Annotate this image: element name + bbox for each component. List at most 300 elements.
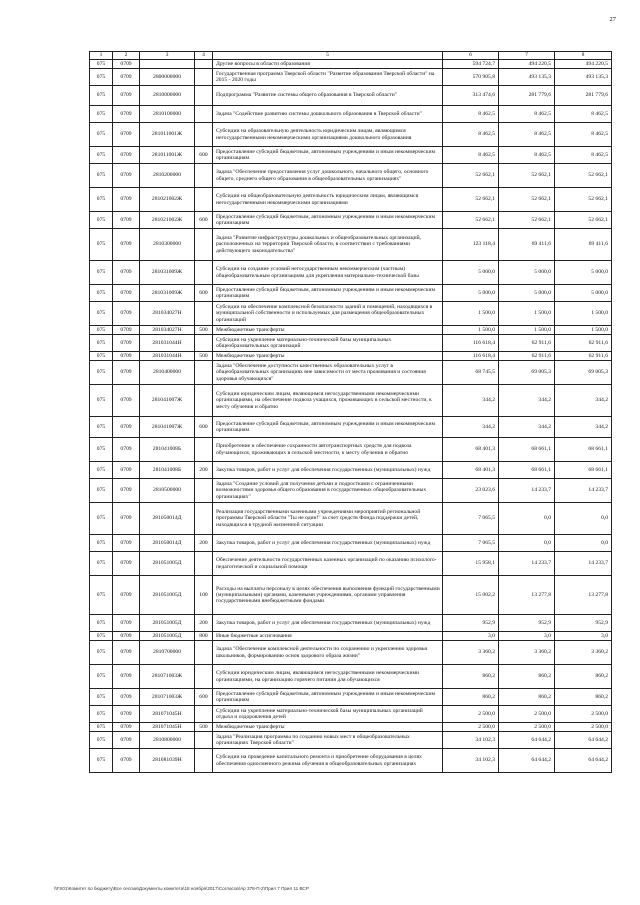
- cell-amount-col8: 14 233,7: [555, 552, 612, 576]
- cell-section-code: 0709: [113, 749, 140, 773]
- cell-amount-col8: 69 411,6: [555, 229, 612, 261]
- cell-amount-col6: 116 618,4: [443, 335, 499, 352]
- cell-expense-type: [195, 69, 213, 86]
- cell-amount-col7: 64 644,2: [499, 732, 555, 749]
- cell-amount-col6: 68 401,3: [443, 462, 499, 479]
- cell-amount-col7: 493 135,3: [499, 69, 555, 86]
- cell-description: Задача "Обеспечение доступности качественных образовательных услуг в общеобразовательных организациях вне зависимости от места проживания и состояния здоровья обучающихся": [213, 361, 443, 385]
- cell-expense-type: [195, 261, 213, 285]
- table-row: [90, 503, 612, 535]
- cell-target-article: 281031044Н: [140, 335, 195, 352]
- cell-expense-type: 600: [195, 147, 213, 164]
- cell-admin-code: 075: [90, 285, 113, 302]
- cell-amount-col7: 13 277,8: [499, 576, 555, 615]
- table-row: [90, 462, 612, 479]
- header-cell: 4: [195, 52, 213, 60]
- cell-target-article: 281041007Ж: [140, 417, 195, 438]
- cell-expense-type: [195, 706, 213, 723]
- table-row: [90, 229, 612, 261]
- cell-amount-col6: 860,2: [443, 665, 499, 689]
- cell-admin-code: 075: [90, 60, 113, 69]
- cell-amount-col8: 52 662,1: [555, 188, 612, 212]
- cell-amount-col8: 68 661,1: [555, 462, 612, 479]
- cell-section-code: 0709: [113, 552, 140, 576]
- cell-amount-col7: 344,2: [499, 417, 555, 438]
- cell-admin-code: 075: [90, 462, 113, 479]
- cell-amount-col8: 2 500,0: [555, 706, 612, 723]
- cell-expense-type: [195, 438, 213, 462]
- file-path-footer: \\FS01\Комитет по бюджету\Все сессии\Документы комитета\18 ноября\2017\Согласов\Ар 378-П-2\Прил 7 Прил 11 ВСР: [54, 886, 309, 891]
- cell-amount-col8: 0,0: [555, 503, 612, 535]
- cell-admin-code: 075: [90, 479, 113, 503]
- cell-description: Межбюджетные трансферты: [213, 326, 443, 335]
- cell-target-article: 281031009Ж: [140, 261, 195, 285]
- cell-admin-code: 075: [90, 326, 113, 335]
- cell-section-code: 0709: [113, 632, 140, 641]
- cell-target-article: 281081039Н: [140, 749, 195, 773]
- cell-section-code: 0709: [113, 123, 140, 147]
- table-row: [90, 749, 612, 773]
- cell-amount-col8: 344,2: [555, 385, 612, 417]
- cell-amount-col7: 3 360,2: [499, 641, 555, 665]
- cell-target-article: 281041008Б: [140, 462, 195, 479]
- cell-amount-col8: 62 911,6: [555, 335, 612, 352]
- table-row: [90, 438, 612, 462]
- table-row: [90, 615, 612, 632]
- cell-amount-col6: 7 065,5: [443, 535, 499, 552]
- cell-admin-code: 075: [90, 665, 113, 689]
- cell-description: Субсидии юридическим лицам, являющимся негосударственными некоммерческими организациями, на обеспечение подвоза учащихся, проживающих в сельской местности, к месту обучения и обратно: [213, 385, 443, 417]
- budget-table: [89, 51, 612, 773]
- cell-description: Субсидии на проведение капитального ремонта и приобретение оборудования в целях обеспечения односменного режима обучения в общеобразовательных организациях: [213, 749, 443, 773]
- cell-amount-col6: 52 662,1: [443, 212, 499, 229]
- cell-amount-col8: 8 462,5: [555, 147, 612, 164]
- cell-amount-col6: 594 724,7: [443, 60, 499, 69]
- cell-amount-col6: 52 662,1: [443, 188, 499, 212]
- cell-target-article: 2810500000: [140, 479, 195, 503]
- cell-target-article: 2810300000: [140, 229, 195, 261]
- cell-admin-code: 075: [90, 706, 113, 723]
- cell-expense-type: [195, 164, 213, 188]
- cell-admin-code: 075: [90, 503, 113, 535]
- cell-description: Предоставление субсидий бюджетным, автономным учреждениям и иным некоммерческим организациям: [213, 285, 443, 302]
- table-row: [90, 212, 612, 229]
- cell-section-code: 0709: [113, 462, 140, 479]
- cell-section-code: 0709: [113, 438, 140, 462]
- cell-amount-col7: 2 500,0: [499, 706, 555, 723]
- cell-amount-col6: 2 500,0: [443, 723, 499, 732]
- cell-section-code: 0709: [113, 689, 140, 706]
- cell-section-code: 0709: [113, 335, 140, 352]
- cell-expense-type: 600: [195, 285, 213, 302]
- header-cell: 1: [90, 52, 113, 60]
- header-cell: 2: [113, 52, 140, 60]
- cell-amount-col6: 15 958,1: [443, 552, 499, 576]
- cell-target-article: 281041007Ж: [140, 385, 195, 417]
- cell-description: Субсидии на образовательную деятельность юридическим лицам, являющимся негосударственными некоммерческими организациями дошкольного образования: [213, 123, 443, 147]
- cell-section-code: 0709: [113, 723, 140, 732]
- cell-target-article: 281034027Н: [140, 326, 195, 335]
- cell-amount-col7: 0,0: [499, 503, 555, 535]
- cell-amount-col8: 952,9: [555, 615, 612, 632]
- cell-amount-col6: 952,9: [443, 615, 499, 632]
- cell-section-code: 0709: [113, 641, 140, 665]
- cell-admin-code: 075: [90, 302, 113, 326]
- cell-description: Межбюджетные трансферты: [213, 352, 443, 361]
- cell-target-article: 281050014Д: [140, 503, 195, 535]
- table-row: [90, 164, 612, 188]
- cell-amount-col8: 69 005,3: [555, 361, 612, 385]
- cell-amount-col8: 494 220,5: [555, 60, 612, 69]
- cell-admin-code: 075: [90, 361, 113, 385]
- cell-admin-code: 075: [90, 732, 113, 749]
- table-row: [90, 632, 612, 641]
- cell-amount-col8: 3 360,2: [555, 641, 612, 665]
- cell-amount-col7: 952,9: [499, 615, 555, 632]
- table-row: [90, 60, 612, 69]
- cell-amount-col6: 313 474,6: [443, 86, 499, 106]
- cell-description: Задача "Обеспечение комплексной деятельности по сохранению и укреплению здоровья школьников, формированию основ здорового образа жизни": [213, 641, 443, 665]
- cell-expense-type: 200: [195, 615, 213, 632]
- cell-amount-col6: 570 905,8: [443, 69, 499, 86]
- cell-section-code: 0709: [113, 615, 140, 632]
- cell-target-article: 2810800000: [140, 732, 195, 749]
- cell-amount-col6: 344,2: [443, 385, 499, 417]
- cell-target-article: 281071003Ж: [140, 665, 195, 689]
- cell-admin-code: 075: [90, 147, 113, 164]
- cell-section-code: 0709: [113, 732, 140, 749]
- cell-expense-type: [195, 641, 213, 665]
- header-cell: 5: [213, 52, 443, 60]
- cell-target-article: 281011001Ж: [140, 147, 195, 164]
- cell-description: Государственная программа Тверской области "Развитие образования Тверской области" на 2015 - 2020 годы: [213, 69, 443, 86]
- cell-section-code: 0709: [113, 535, 140, 552]
- cell-target-article: 2800000000: [140, 69, 195, 86]
- cell-amount-col7: 68 661,1: [499, 462, 555, 479]
- cell-description: Субсидии на общеобразовательную деятельность юридическим лицам, являющимся негосударственными некоммерческими организациями: [213, 188, 443, 212]
- cell-amount-col6: 344,2: [443, 417, 499, 438]
- cell-amount-col8: 8 462,5: [555, 123, 612, 147]
- table-row: [90, 479, 612, 503]
- cell-target-article: 281034027Н: [140, 302, 195, 326]
- cell-admin-code: 075: [90, 86, 113, 106]
- cell-description: Предоставление субсидий бюджетным, автономным учреждениям и иным некоммерческим организациям: [213, 417, 443, 438]
- cell-section-code: 0709: [113, 665, 140, 689]
- cell-target-article: 2810700000: [140, 641, 195, 665]
- cell-description: Приобретение и обеспечение сохранности автотранспортных средств для подвоза обучающихся, проживающих в сельской местности, к месту обучения и обратно: [213, 438, 443, 462]
- cell-amount-col8: 281 779,6: [555, 86, 612, 106]
- cell-section-code: 0709: [113, 106, 140, 123]
- cell-expense-type: [195, 302, 213, 326]
- cell-amount-col7: 69 411,6: [499, 229, 555, 261]
- table-row: [90, 576, 612, 615]
- cell-expense-type: [195, 123, 213, 147]
- cell-admin-code: 075: [90, 689, 113, 706]
- cell-description: Задача "Реализация программы по созданию новых мест в общеобразовательных организациях Тверской области": [213, 732, 443, 749]
- cell-admin-code: 075: [90, 69, 113, 86]
- cell-expense-type: [195, 479, 213, 503]
- cell-description: Предоставление субсидий бюджетным, автономным учреждениям и иным некоммерческим организациям: [213, 689, 443, 706]
- table-row: [90, 106, 612, 123]
- cell-expense-type: 100: [195, 576, 213, 615]
- cell-amount-col7: 3,0: [499, 632, 555, 641]
- cell-section-code: 0709: [113, 385, 140, 417]
- cell-target-article: 281071045Н: [140, 706, 195, 723]
- cell-amount-col6: 34 102,3: [443, 732, 499, 749]
- cell-description: Межбюджетные трансферты: [213, 723, 443, 732]
- cell-amount-col8: 52 662,1: [555, 212, 612, 229]
- cell-description: Субсидии юридическим лицам, являющимся негосударственными некоммерческими организациями, на организацию горячего питания для обучающихся: [213, 665, 443, 689]
- cell-target-article: 2810100000: [140, 106, 195, 123]
- cell-admin-code: 075: [90, 212, 113, 229]
- cell-description: Обеспечение деятельности государственных казенных организаций по оказанию психолого-педагогической и социальной помощи: [213, 552, 443, 576]
- cell-amount-col6: 1 500,0: [443, 302, 499, 326]
- cell-expense-type: [195, 665, 213, 689]
- cell-section-code: 0709: [113, 147, 140, 164]
- cell-amount-col6: 52 662,1: [443, 164, 499, 188]
- cell-amount-col8: 860,2: [555, 689, 612, 706]
- cell-amount-col6: 1 500,0: [443, 326, 499, 335]
- cell-expense-type: 500: [195, 326, 213, 335]
- cell-description: Предоставление субсидий бюджетным, автономным учреждениям и иным некоммерческим организациям: [213, 212, 443, 229]
- cell-admin-code: 075: [90, 615, 113, 632]
- table-row: [90, 641, 612, 665]
- cell-section-code: 0709: [113, 706, 140, 723]
- cell-expense-type: 500: [195, 723, 213, 732]
- cell-admin-code: 075: [90, 632, 113, 641]
- cell-expense-type: [195, 86, 213, 106]
- cell-target-article: 281021002Ж: [140, 212, 195, 229]
- cell-admin-code: 075: [90, 535, 113, 552]
- cell-amount-col6: 8 462,5: [443, 106, 499, 123]
- cell-amount-col8: 64 644,2: [555, 749, 612, 773]
- cell-expense-type: 500: [195, 352, 213, 361]
- cell-description: Субсидии на укрепление материально-технической базы муниципальных общеобразовательных организаций: [213, 335, 443, 352]
- cell-amount-col7: 1 500,0: [499, 326, 555, 335]
- cell-target-article: [140, 60, 195, 69]
- cell-amount-col6: 7 065,5: [443, 503, 499, 535]
- table-row: [90, 535, 612, 552]
- header-cell: 3: [140, 52, 195, 60]
- cell-description: Закупка товаров, работ и услуг для обеспечения государственных (муниципальных) нужд: [213, 462, 443, 479]
- cell-expense-type: [195, 749, 213, 773]
- cell-admin-code: 075: [90, 261, 113, 285]
- table-row: [90, 335, 612, 352]
- cell-section-code: 0709: [113, 69, 140, 86]
- cell-amount-col7: 344,2: [499, 385, 555, 417]
- cell-expense-type: [195, 106, 213, 123]
- cell-amount-col6: 68 745,5: [443, 361, 499, 385]
- table-row: [90, 123, 612, 147]
- cell-amount-col7: 64 644,2: [499, 749, 555, 773]
- cell-amount-col6: 123 118,4: [443, 229, 499, 261]
- cell-description: Задача "Содействие развитию системы дошкольного образования в Тверской области": [213, 106, 443, 123]
- cell-amount-col6: 3,0: [443, 632, 499, 641]
- cell-amount-col7: 1 500,0: [499, 302, 555, 326]
- cell-expense-type: 600: [195, 212, 213, 229]
- cell-amount-col7: 8 462,5: [499, 106, 555, 123]
- cell-target-article: 281011001Ж: [140, 123, 195, 147]
- cell-target-article: 281050014Д: [140, 535, 195, 552]
- table-row: [90, 326, 612, 335]
- cell-amount-col7: 14 233,7: [499, 552, 555, 576]
- cell-description: Задача "Создание условий для получения детьми и подростками с ограниченными возможностями здоровья общего образования в государственных общеобразовательных организациях": [213, 479, 443, 503]
- cell-description: Субсидии на укрепление материально-технической базы муниципальных организаций отдыха и оздоровления детей: [213, 706, 443, 723]
- cell-admin-code: 075: [90, 385, 113, 417]
- header-cell: 8: [555, 52, 612, 60]
- header-cell: 7: [499, 52, 555, 60]
- cell-amount-col7: 860,2: [499, 689, 555, 706]
- cell-admin-code: 075: [90, 417, 113, 438]
- cell-amount-col7: 5 000,0: [499, 285, 555, 302]
- cell-amount-col8: 5 000,0: [555, 261, 612, 285]
- cell-target-article: 281031044Н: [140, 352, 195, 361]
- cell-admin-code: 075: [90, 552, 113, 576]
- cell-amount-col7: 52 662,1: [499, 188, 555, 212]
- cell-expense-type: 200: [195, 462, 213, 479]
- cell-target-article: 2810200000: [140, 164, 195, 188]
- cell-amount-col7: 68 661,1: [499, 438, 555, 462]
- cell-amount-col7: 8 462,5: [499, 123, 555, 147]
- cell-amount-col8: 3,0: [555, 632, 612, 641]
- cell-expense-type: [195, 335, 213, 352]
- cell-amount-col8: 0,0: [555, 535, 612, 552]
- cell-description: Подпрограмма "Развитие системы общего образования в Тверской области": [213, 86, 443, 106]
- cell-amount-col8: 493 135,3: [555, 69, 612, 86]
- cell-expense-type: 800: [195, 632, 213, 641]
- cell-admin-code: 075: [90, 188, 113, 212]
- table-row: [90, 69, 612, 86]
- table-row: [90, 385, 612, 417]
- cell-target-article: 281031009Ж: [140, 285, 195, 302]
- cell-amount-col8: 64 644,2: [555, 732, 612, 749]
- cell-amount-col7: 0,0: [499, 535, 555, 552]
- cell-admin-code: 075: [90, 335, 113, 352]
- cell-amount-col6: 8 462,5: [443, 123, 499, 147]
- cell-admin-code: 075: [90, 576, 113, 615]
- cell-expense-type: [195, 361, 213, 385]
- cell-amount-col8: 5 000,0: [555, 285, 612, 302]
- cell-amount-col8: 62 911,6: [555, 352, 612, 361]
- cell-section-code: 0709: [113, 503, 140, 535]
- table-row: [90, 285, 612, 302]
- page-number: 27: [609, 16, 616, 23]
- cell-expense-type: [195, 188, 213, 212]
- cell-expense-type: 600: [195, 689, 213, 706]
- cell-section-code: 0709: [113, 479, 140, 503]
- cell-amount-col6: 68 401,3: [443, 438, 499, 462]
- cell-description: Задача "Развитие инфраструктуры дошкольных и общеобразовательных организаций, расположенных на территории Тверской области, в соответствии с требованиями действующего законодательства": [213, 229, 443, 261]
- cell-amount-col7: 494 220,5: [499, 60, 555, 69]
- cell-expense-type: [195, 60, 213, 69]
- table-header-row: [90, 52, 612, 60]
- cell-admin-code: 075: [90, 106, 113, 123]
- cell-expense-type: [195, 385, 213, 417]
- cell-description: Задача "Обеспечение предоставления услуг дошкольного, начального общего, основного общего, среднего общего образования в общеобразовательных организациях": [213, 164, 443, 188]
- table-row: [90, 86, 612, 106]
- cell-description: Закупка товаров, работ и услуг для обеспечения государственных (муниципальных) нужд: [213, 535, 443, 552]
- cell-amount-col7: 860,2: [499, 665, 555, 689]
- cell-expense-type: [195, 552, 213, 576]
- cell-amount-col6: 3 360,2: [443, 641, 499, 665]
- cell-amount-col6: 5 000,0: [443, 261, 499, 285]
- cell-section-code: 0709: [113, 229, 140, 261]
- cell-amount-col7: 5 000,0: [499, 261, 555, 285]
- cell-section-code: 0709: [113, 86, 140, 106]
- cell-description: Субсидии на создание условий негосударственным некоммерческим (частным) общеобразовательным организациям для укрепления материально-технической базы: [213, 261, 443, 285]
- cell-admin-code: 075: [90, 352, 113, 361]
- cell-amount-col6: 2 500,0: [443, 706, 499, 723]
- cell-amount-col8: 344,2: [555, 417, 612, 438]
- cell-expense-type: [195, 503, 213, 535]
- table-row: [90, 417, 612, 438]
- cell-section-code: 0709: [113, 352, 140, 361]
- cell-target-article: 281051005Д: [140, 576, 195, 615]
- cell-description: Другие вопросы в области образования: [213, 60, 443, 69]
- cell-amount-col8: 1 500,0: [555, 326, 612, 335]
- cell-section-code: 0709: [113, 417, 140, 438]
- cell-description: Закупка товаров, работ и услуг для обеспечения государственных (муниципальных) нужд: [213, 615, 443, 632]
- cell-amount-col6: 116 618,4: [443, 352, 499, 361]
- cell-target-article: 2810000000: [140, 86, 195, 106]
- cell-target-article: 281051005Д: [140, 632, 195, 641]
- cell-amount-col6: 23 023,6: [443, 479, 499, 503]
- cell-section-code: 0709: [113, 302, 140, 326]
- cell-amount-col6: 860,2: [443, 689, 499, 706]
- cell-expense-type: 600: [195, 417, 213, 438]
- cell-amount-col7: 52 662,1: [499, 212, 555, 229]
- cell-amount-col7: 62 911,6: [499, 335, 555, 352]
- cell-amount-col6: 34 102,3: [443, 749, 499, 773]
- cell-admin-code: 075: [90, 723, 113, 732]
- cell-expense-type: [195, 732, 213, 749]
- cell-section-code: 0709: [113, 285, 140, 302]
- table-row: [90, 147, 612, 164]
- table-row: [90, 732, 612, 749]
- table-row: [90, 302, 612, 326]
- table-row: [90, 723, 612, 732]
- cell-target-article: 281051005Д: [140, 615, 195, 632]
- table-row: [90, 706, 612, 723]
- cell-target-article: 2810400000: [140, 361, 195, 385]
- table-row: [90, 552, 612, 576]
- cell-amount-col8: 14 233,7: [555, 479, 612, 503]
- cell-amount-col7: 52 662,1: [499, 164, 555, 188]
- cell-section-code: 0709: [113, 164, 140, 188]
- cell-section-code: 0709: [113, 576, 140, 615]
- cell-target-article: 281021002Ж: [140, 188, 195, 212]
- cell-expense-type: [195, 229, 213, 261]
- cell-admin-code: 075: [90, 749, 113, 773]
- cell-target-article: 281041008Б: [140, 438, 195, 462]
- cell-section-code: 0709: [113, 212, 140, 229]
- cell-amount-col8: 2 500,0: [555, 723, 612, 732]
- cell-section-code: 0709: [113, 60, 140, 69]
- cell-target-article: 281071003Ж: [140, 689, 195, 706]
- cell-amount-col7: 14 233,7: [499, 479, 555, 503]
- cell-amount-col7: 62 911,6: [499, 352, 555, 361]
- cell-description: Расходы на выплаты персоналу в целях обеспечения выполнения функций государственными (муниципальными) органами, казенными учреждениями, органами управления государственными внебюджетными фондами: [213, 576, 443, 615]
- cell-admin-code: 075: [90, 123, 113, 147]
- cell-admin-code: 075: [90, 438, 113, 462]
- table-row: [90, 361, 612, 385]
- table-row: [90, 352, 612, 361]
- cell-description: Иные бюджетные ассигнования: [213, 632, 443, 641]
- cell-amount-col8: 860,2: [555, 665, 612, 689]
- cell-section-code: 0709: [113, 261, 140, 285]
- table-row: [90, 188, 612, 212]
- cell-target-article: 281071045Н: [140, 723, 195, 732]
